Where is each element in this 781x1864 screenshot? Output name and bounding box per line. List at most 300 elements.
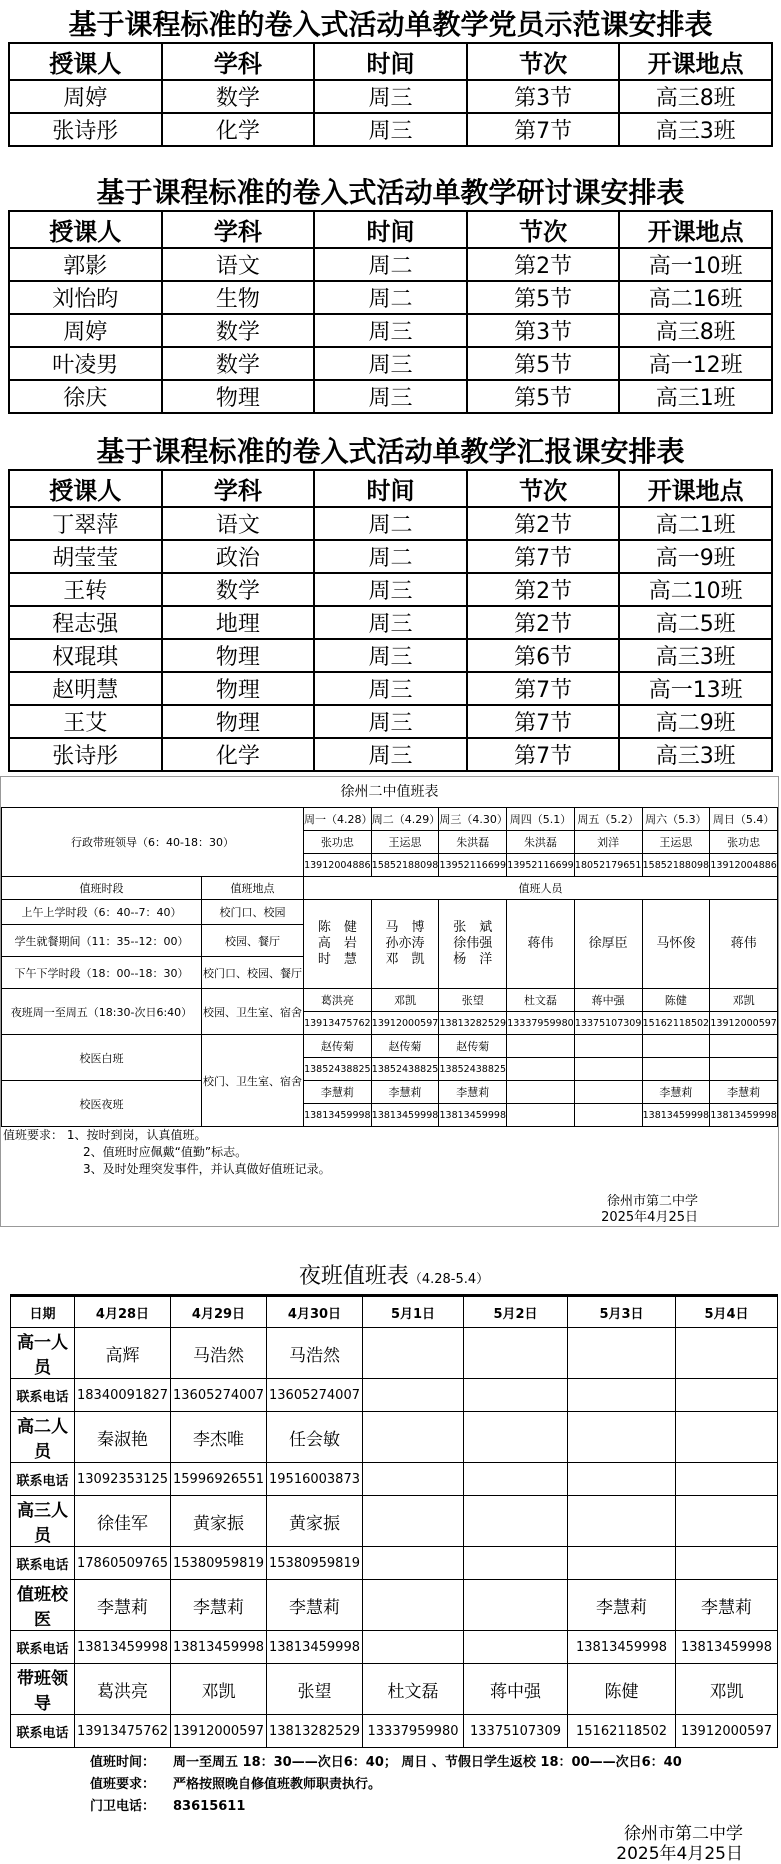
table-cell: 第3节: [467, 314, 620, 347]
row-label: 带班领导: [11, 1664, 75, 1715]
doc-day-name: 赵传菊: [304, 1035, 372, 1058]
phone-cell: [642, 1058, 710, 1081]
name-cell: [568, 1412, 676, 1463]
report-lesson-title: 基于课程标准的卷入式活动单教学汇报课安排表: [96, 435, 685, 468]
phone-cell: [676, 1379, 778, 1412]
phone-cell: 13605274007: [267, 1379, 363, 1412]
phone-cell: 13813282529: [439, 1012, 507, 1035]
table-cell: 张诗彤: [9, 738, 162, 771]
phone-cell: [464, 1631, 568, 1664]
duty-sign-date: 2025年4月25日: [601, 1210, 698, 1225]
column-header: 时间: [314, 470, 467, 507]
table-cell: 地理: [162, 606, 315, 639]
table-cell: 权琨琪: [9, 639, 162, 672]
doc-day-name: [507, 1035, 575, 1058]
night-row: [11, 1547, 778, 1580]
table-cell: 第7节: [467, 672, 620, 705]
doc-place: 校门、卫生室、宿舍: [202, 1035, 304, 1127]
name-cell: 黄家振: [171, 1496, 267, 1547]
name-cell: 葛洪亮: [75, 1664, 171, 1715]
day-header: 周四（5.1）: [507, 808, 575, 831]
staff-name: 时 慧: [317, 952, 357, 967]
phone-cell: [568, 1463, 676, 1496]
staff-name: 徐伟强: [453, 936, 493, 951]
evening-name: 邓凯: [710, 989, 778, 1012]
table-cell: 刘怡昀: [9, 281, 162, 314]
phone-cell: 13813459998: [304, 1104, 372, 1127]
table-row: [9, 314, 772, 347]
duty-roster-table: [1, 807, 778, 1127]
table-cell: 周婷: [9, 80, 162, 113]
phone-cell: 18340091827: [75, 1379, 171, 1412]
phone-cell: 13605274007: [171, 1379, 267, 1412]
phone-cell: 15162118502: [642, 1012, 710, 1035]
table-row: [9, 705, 772, 738]
date-header: 4月30日: [267, 1296, 363, 1328]
table-cell: 第5节: [467, 347, 620, 380]
table-cell: 第2节: [467, 507, 620, 540]
period-time: 下午下学时段（18：00--18：30）: [2, 957, 202, 989]
name-cell: 秦淑艳: [75, 1412, 171, 1463]
doc-night-name: [507, 1081, 575, 1104]
table-cell: 周三: [314, 639, 467, 672]
staff-name: 蒋伟: [527, 936, 554, 951]
doc-day-name: [642, 1035, 710, 1058]
phone-cell: 13813282529: [267, 1715, 363, 1748]
name-cell: [464, 1580, 568, 1631]
night-row: [11, 1412, 778, 1463]
column-header: 授课人: [9, 43, 162, 80]
col-time-header: 值班时段: [2, 877, 202, 900]
phone-cell: 13852438825: [371, 1058, 439, 1081]
phone-cell: 13813459998: [710, 1104, 778, 1127]
doc-day-name: 赵传菊: [439, 1035, 507, 1058]
name-cell: [568, 1496, 676, 1547]
table-cell: 叶凌男: [9, 347, 162, 380]
day-header: 周六（5.3）: [642, 808, 710, 831]
note-line: [90, 1752, 778, 1774]
phone-cell: 13912000597: [371, 1012, 439, 1035]
name-cell: 李慧莉: [171, 1580, 267, 1631]
header-row: [9, 43, 772, 80]
staff-name: 徐厚臣: [588, 936, 628, 951]
name-cell: 李杰唯: [171, 1412, 267, 1463]
report-lesson-section: [8, 435, 773, 772]
note-label: 门卫电话：: [90, 1799, 156, 1814]
night-roster-table: [10, 1294, 778, 1748]
name-cell: 王运思: [371, 831, 439, 854]
night-row: [11, 1580, 778, 1631]
leader-label: 行政带班领导（6：40-18：30）: [2, 808, 304, 877]
phone-cell: 13375107309: [464, 1715, 568, 1748]
column-header: 时间: [314, 43, 467, 80]
date-header: 4月28日: [75, 1296, 171, 1328]
table-cell: 第2节: [467, 248, 620, 281]
column-header: 开课地点: [619, 470, 772, 507]
note-text: 周一至周五 18：30——次日6：40； 周日 、节假日学生返校 18：00——次日6：40: [173, 1755, 682, 1770]
phone-cell: 13813459998: [568, 1631, 676, 1664]
phone-cell: 15852188098: [371, 854, 439, 877]
table-cell: 化学: [162, 113, 315, 146]
column-header: 学科: [162, 211, 315, 248]
table-cell: 高一13班: [619, 672, 772, 705]
table-row: [9, 80, 772, 113]
table-row: [9, 281, 772, 314]
duty-roster-section: [0, 776, 779, 1227]
table-cell: 物理: [162, 705, 315, 738]
column-header: 节次: [467, 470, 620, 507]
name-cell: 任会敏: [267, 1412, 363, 1463]
phone-cell: 13852438825: [304, 1058, 372, 1081]
night-title-range: （4.28-5.4）: [408, 1272, 490, 1287]
column-header: 学科: [162, 43, 315, 80]
column-header: 节次: [467, 43, 620, 80]
table-cell: 物理: [162, 380, 315, 413]
req-item: 3、及时处理突发事件，并认真做好值班记录。: [83, 1162, 331, 1176]
phone-cell: 13913475762: [75, 1715, 171, 1748]
table-cell: 语文: [162, 507, 315, 540]
staff-name: 高 岩: [317, 936, 357, 951]
phone-cell: 13912000597: [710, 1012, 778, 1035]
duty-requirements: [1, 1127, 778, 1178]
note-label: 值班要求：: [90, 1777, 156, 1792]
phone-cell: 13813459998: [267, 1631, 363, 1664]
seminar-lesson-title: 基于课程标准的卷入式活动单教学研讨课安排表: [96, 176, 685, 209]
table-cell: 语文: [162, 248, 315, 281]
date-header: 5月3日: [568, 1296, 676, 1328]
date-header: 5月1日: [363, 1296, 464, 1328]
night-sign-org: 徐州市第二中学: [624, 1824, 743, 1844]
table-cell: 高一10班: [619, 248, 772, 281]
staff-name: 马怀俊: [656, 936, 696, 951]
night-roster-title: [10, 1260, 778, 1294]
staff-cell: [304, 900, 372, 989]
table-cell: 胡莹莹: [9, 540, 162, 573]
doc-day-label: 校医白班: [2, 1035, 202, 1081]
note-line: [90, 1796, 778, 1818]
name-cell: 李慧莉: [75, 1580, 171, 1631]
date-header: 4月29日: [171, 1296, 267, 1328]
phone-cell: 13813459998: [371, 1104, 439, 1127]
header-row: [9, 470, 772, 507]
period-time: 学生就餐期间（11：35--12：00）: [2, 925, 202, 957]
demo-lesson-section: [8, 8, 773, 147]
row-label: 联系电话: [11, 1547, 75, 1580]
table-cell: 周三: [314, 80, 467, 113]
table-row: [9, 639, 772, 672]
night-title-text: 夜班值班表: [298, 1264, 409, 1289]
name-cell: [676, 1496, 778, 1547]
evening-name: 杜文磊: [507, 989, 575, 1012]
name-cell: 徐佳军: [75, 1496, 171, 1547]
note-text: 严格按照晚自修值班教师职责执行。: [173, 1777, 382, 1792]
phone-cell: 13092353125: [75, 1463, 171, 1496]
table-cell: 郭影: [9, 248, 162, 281]
period-time: 上午上学时段（6：40--7：40）: [2, 900, 202, 925]
phone-cell: 13337959980: [363, 1715, 464, 1748]
table-cell: 第2节: [467, 573, 620, 606]
column-header: 授课人: [9, 470, 162, 507]
table-cell: 化学: [162, 738, 315, 771]
table-cell: 高二5班: [619, 606, 772, 639]
table-row: [9, 738, 772, 771]
staff-cell: [642, 900, 710, 989]
date-header-label: 日期: [11, 1296, 75, 1328]
phone-cell: 13813459998: [439, 1104, 507, 1127]
phone-cell: [710, 1058, 778, 1081]
table-cell: 周三: [314, 573, 467, 606]
table-cell: 第7节: [467, 738, 620, 771]
phone-cell: 13912000597: [171, 1715, 267, 1748]
day-header: 周五（5.2）: [574, 808, 642, 831]
table-cell: 第2节: [467, 606, 620, 639]
name-cell: 陈健: [568, 1664, 676, 1715]
table-row: [9, 507, 772, 540]
name-cell: [676, 1412, 778, 1463]
table-row: [9, 540, 772, 573]
name-cell: [363, 1328, 464, 1379]
phone-cell: 15162118502: [568, 1715, 676, 1748]
table-row: [9, 573, 772, 606]
row-label: 值班校医: [11, 1580, 75, 1631]
column-header: 开课地点: [619, 211, 772, 248]
phone-cell: 19516003873: [267, 1463, 363, 1496]
col-place-header: 值班地点: [202, 877, 304, 900]
period-place: 校门口、校园、餐厅: [202, 957, 304, 989]
column-header: 学科: [162, 470, 315, 507]
note-line: [90, 1774, 778, 1796]
table-cell: 周三: [314, 347, 467, 380]
name-cell: 马浩然: [267, 1328, 363, 1379]
name-cell: 张功忠: [304, 831, 372, 854]
table-cell: 第7节: [467, 113, 620, 146]
name-cell: [363, 1496, 464, 1547]
night-row: [11, 1328, 778, 1379]
staff-name: 孙亦涛: [385, 936, 425, 951]
table-row: [9, 248, 772, 281]
phone-cell: 13813459998: [676, 1631, 778, 1664]
name-cell: 朱洪磊: [439, 831, 507, 854]
name-cell: 高辉: [75, 1328, 171, 1379]
phone-cell: 13337959980: [507, 1012, 575, 1035]
staff-cell: [371, 900, 439, 989]
phone-cell: 15996926551: [171, 1463, 267, 1496]
table-cell: 第6节: [467, 639, 620, 672]
table-cell: 数学: [162, 347, 315, 380]
name-cell: 李慧莉: [568, 1580, 676, 1631]
phone-cell: [676, 1463, 778, 1496]
table-cell: 周三: [314, 672, 467, 705]
table-cell: 周三: [314, 113, 467, 146]
phone-cell: [574, 1058, 642, 1081]
day-header: 周三（4.30）: [439, 808, 507, 831]
table-row: [9, 113, 772, 146]
staff-name: 陈 健: [317, 920, 357, 935]
staff-cell: [710, 900, 778, 989]
table-cell: 高二9班: [619, 705, 772, 738]
phone-cell: 15380959819: [267, 1547, 363, 1580]
phone-cell: 13912004886: [710, 854, 778, 877]
table-cell: 数学: [162, 573, 315, 606]
phone-cell: [574, 1104, 642, 1127]
phone-cell: [507, 1058, 575, 1081]
staff-cell: [507, 900, 575, 989]
night-row: [11, 1631, 778, 1664]
table-cell: 周婷: [9, 314, 162, 347]
night-header-row: [11, 1296, 778, 1328]
period-place: 校园、餐厅: [202, 925, 304, 957]
staff-cell: [574, 900, 642, 989]
col-staff-header: 值班人员: [304, 877, 778, 900]
table-cell: 第5节: [467, 380, 620, 413]
evening-name: 陈健: [642, 989, 710, 1012]
name-cell: 张功忠: [710, 831, 778, 854]
phone-cell: 13813459998: [75, 1631, 171, 1664]
name-cell: 邓凯: [171, 1664, 267, 1715]
table-cell: 张诗彤: [9, 113, 162, 146]
evening-name: 蒋中强: [574, 989, 642, 1012]
doc-day-name: [574, 1035, 642, 1058]
table-cell: 高三3班: [619, 113, 772, 146]
row-label: 联系电话: [11, 1631, 75, 1664]
row-label: 联系电话: [11, 1379, 75, 1412]
evening-name: 邓凯: [371, 989, 439, 1012]
column-header: 时间: [314, 211, 467, 248]
name-cell: 王运思: [642, 831, 710, 854]
phone-cell: [464, 1547, 568, 1580]
staff-name: 马 博: [385, 920, 425, 935]
period-place: 校门口、校园: [202, 900, 304, 925]
evening-name: 葛洪亮: [304, 989, 372, 1012]
phone-cell: 13912004886: [304, 854, 372, 877]
phone-cell: 18052179651: [574, 854, 642, 877]
day-header: 周日（5.4）: [710, 808, 778, 831]
table-cell: 高二1班: [619, 507, 772, 540]
night-notes: [10, 1752, 778, 1818]
date-header: 5月2日: [464, 1296, 568, 1328]
table-cell: 徐庆: [9, 380, 162, 413]
phone-cell: [464, 1379, 568, 1412]
phone-cell: 13852438825: [439, 1058, 507, 1081]
table-row: [9, 347, 772, 380]
night-row: [11, 1715, 778, 1748]
day-header: 周二（4.29）: [371, 808, 439, 831]
table-cell: 高三8班: [619, 314, 772, 347]
row-label: 高一人员: [11, 1328, 75, 1379]
evening-name: 张望: [439, 989, 507, 1012]
report-lesson-table: [8, 469, 773, 772]
table-cell: 高三8班: [619, 80, 772, 113]
table-cell: 高一9班: [619, 540, 772, 573]
night-row: [11, 1664, 778, 1715]
table-cell: 生物: [162, 281, 315, 314]
doc-night-name: 李慧莉: [642, 1081, 710, 1104]
doc-day-name: [710, 1035, 778, 1058]
header-row: [9, 211, 772, 248]
day-header: 周一（4.28）: [304, 808, 372, 831]
demo-lesson-title: 基于课程标准的卷入式活动单教学党员示范课安排表: [68, 8, 713, 41]
name-cell: [363, 1412, 464, 1463]
night-sign-date: 2025年4月25日: [616, 1844, 743, 1864]
table-cell: 第7节: [467, 705, 620, 738]
table-cell: 周二: [314, 248, 467, 281]
table-cell: 周二: [314, 540, 467, 573]
staff-name: 杨 洋: [453, 952, 493, 967]
table-row: [9, 606, 772, 639]
table-cell: 高三1班: [619, 380, 772, 413]
name-cell: 朱洪磊: [507, 831, 575, 854]
req-item: 1、按时到岗，认真值班。: [66, 1128, 207, 1142]
seminar-lesson-section: [8, 176, 773, 414]
name-cell: [464, 1496, 568, 1547]
table-cell: 王转: [9, 573, 162, 606]
name-cell: 邓凯: [676, 1664, 778, 1715]
table-cell: 高一12班: [619, 347, 772, 380]
phone-cell: 15380959819: [171, 1547, 267, 1580]
name-cell: [363, 1580, 464, 1631]
doc-night-name: 李慧莉: [304, 1081, 372, 1104]
name-cell: [464, 1328, 568, 1379]
table-cell: 数学: [162, 314, 315, 347]
phone-cell: [363, 1631, 464, 1664]
table-cell: 周三: [314, 606, 467, 639]
phone-cell: 13952116699: [439, 854, 507, 877]
table-cell: 第5节: [467, 281, 620, 314]
phone-cell: [507, 1104, 575, 1127]
table-cell: 周二: [314, 281, 467, 314]
name-cell: 马浩然: [171, 1328, 267, 1379]
phone-cell: 17860509765: [75, 1547, 171, 1580]
phone-cell: [363, 1463, 464, 1496]
table-cell: 政治: [162, 540, 315, 573]
row-label: 联系电话: [11, 1715, 75, 1748]
name-cell: 李慧莉: [267, 1580, 363, 1631]
night-roster-section: [10, 1260, 778, 1864]
name-cell: [464, 1412, 568, 1463]
phone-cell: 13913475762: [304, 1012, 372, 1035]
seminar-lesson-table: [8, 210, 773, 414]
table-row: [9, 672, 772, 705]
phone-cell: 13952116699: [507, 854, 575, 877]
table-cell: 物理: [162, 672, 315, 705]
req-label: 值班要求：: [3, 1128, 64, 1142]
date-header: 5月4日: [676, 1296, 778, 1328]
name-cell: 黄家振: [267, 1496, 363, 1547]
evening-label: 夜班周一至周五（18:30-次日6:40）: [2, 989, 202, 1035]
column-header: 授课人: [9, 211, 162, 248]
doc-night-name: [574, 1081, 642, 1104]
staff-name: 蒋伟: [730, 936, 757, 951]
demo-lesson-table: [8, 42, 773, 147]
duty-sign-org: 徐州市第二中学: [606, 1194, 698, 1209]
table-cell: 数学: [162, 80, 315, 113]
night-row: [11, 1379, 778, 1412]
row-label: 高三人员: [11, 1496, 75, 1547]
doc-night-name: 李慧莉: [439, 1081, 507, 1104]
staff-name: 张 斌: [453, 920, 493, 935]
staff-name: 邓 凯: [385, 952, 425, 967]
phone-cell: [363, 1379, 464, 1412]
table-cell: 第7节: [467, 540, 620, 573]
note-label: 值班时间：: [90, 1755, 156, 1770]
table-cell: 周二: [314, 507, 467, 540]
phone-cell: 13813459998: [642, 1104, 710, 1127]
table-cell: 丁翠萍: [9, 507, 162, 540]
name-cell: 蒋中强: [464, 1664, 568, 1715]
phone-cell: 13912000597: [676, 1715, 778, 1748]
duty-roster-title: 徐州二中值班表: [340, 784, 439, 800]
phone-cell: [363, 1547, 464, 1580]
